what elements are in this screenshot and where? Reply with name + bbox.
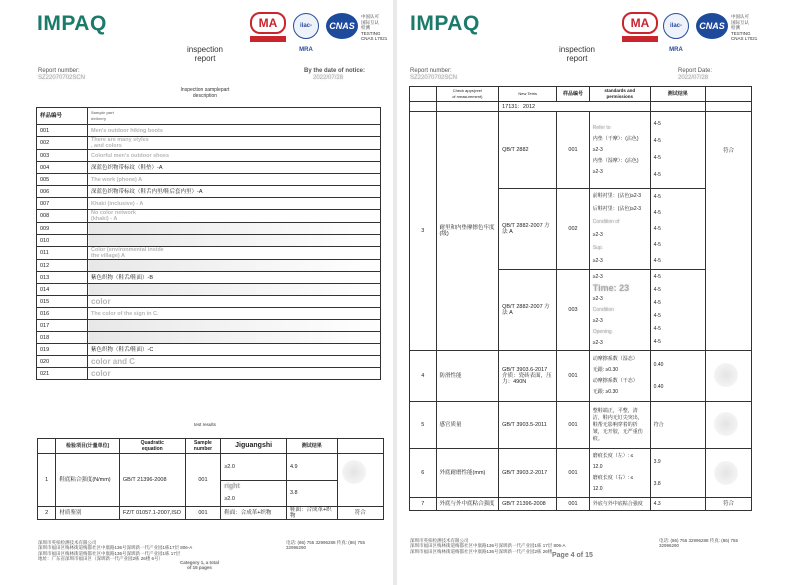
report-number-label: Report number: [410, 68, 452, 74]
sample-number: 018 [37, 332, 88, 344]
sample-description [88, 223, 381, 235]
result-row: QB/T 2882-2007 方法 A 002 前鞋衬里：(沾色)≥2-3 后鞋衬里：(沾色)≥2-3 Condition of ≥2-3 Sup. ≥2-3 4-5 4-5 4-5 4-5 4-5 [410, 189, 752, 270]
sample-desc-header: Sample part delivery [88, 108, 381, 125]
sample-no-header: 样品编号 [37, 108, 88, 125]
results-value-header: 测试结果 [286, 439, 337, 454]
sample-description: No color network (khaki) - A [88, 210, 381, 223]
sample-row [37, 198, 381, 210]
sample-description: Khaki (inclusive) - A [88, 198, 381, 210]
results-sample-header: Sample number [185, 439, 221, 454]
sample-number: 015 [37, 296, 88, 308]
cnas-info: 中国认可 国际互认 检测 TESTING CNAS L7021 [361, 14, 388, 42]
sample-number: 021 [37, 368, 88, 380]
test-results-title: test results [194, 422, 216, 427]
sample-description [88, 284, 381, 296]
sample-number: 012 [37, 260, 88, 272]
sample-number: 016 [37, 308, 88, 320]
test-result-header: 测试结果 [650, 87, 705, 102]
result-row: 2 材质鉴别 FZ/T 01057.1-2007,ISO 001 鞋面：合成革+织物 鞋面：合成革+织物 符合 [38, 507, 384, 520]
sample-row [37, 356, 381, 368]
sample-number: 004 [37, 162, 88, 174]
results-item-header: 检验项目(计量单位) [56, 439, 120, 454]
sample-description: color and C [88, 356, 381, 368]
method-header: New Tetris [499, 87, 557, 102]
sample-description: Color (environmental inside the village) A [88, 247, 381, 260]
results-judge-header [337, 439, 383, 454]
sample-row [37, 150, 381, 162]
results-no-header [38, 439, 56, 454]
standards-header: standards and permissions [589, 87, 650, 102]
report-number: SZ22070702SCN [38, 75, 86, 81]
cnas-logo-icon: CNAS [326, 13, 358, 39]
page-title: inspection report [558, 45, 596, 63]
sample-row [37, 284, 381, 296]
sample-description: The work (phone) A [88, 174, 381, 186]
page-number: Page 4 of 15 [552, 552, 593, 559]
sample-table-body [37, 125, 381, 380]
result-row: QB/T 2882-2007 方法 A 003 ≥2-3 Time: 23 ≥2-3 Condition ≥2-3 Opening ≥2-3 4-5 4-5 4-5 4-5 4-5 4-5 [410, 270, 752, 351]
sample-number: 020 [37, 356, 88, 368]
ilac-mra-icon: ilac-MRA [293, 13, 319, 39]
sample-description: The color of the sign in C. [88, 308, 381, 320]
sample-description: Colorful men's outdoor shoes [88, 150, 381, 162]
cma-seal-strip [250, 36, 286, 42]
sample-number: 006 [37, 186, 88, 198]
impaq-logo: IMPAQ [410, 12, 480, 35]
report-date: 2022/07/28 [678, 75, 709, 81]
sample-row [37, 308, 381, 320]
result-row: 7 外底与外中底粘合强度 GB/T 21396-2008 001 外底与外中底粘合强度 4.3 符合 [410, 498, 752, 511]
report-page-2 [397, 0, 790, 585]
sample-number: 009 [37, 223, 88, 235]
sample-number: 011 [37, 247, 88, 260]
sample-no-header: 样品编号 [557, 87, 590, 102]
sample-row [37, 260, 381, 272]
sample-description: 深蓝色织物带标纹（鞋舌内里/鞋后套内里）-A [88, 186, 381, 198]
sample-row [37, 332, 381, 344]
cma-seal-icon: MA [250, 12, 286, 34]
sample-description: 深蓝色织物带标纹（鞋垫）-A [88, 162, 381, 174]
sample-description: 紫色织物（鞋舌/鞋面）-C [88, 344, 381, 356]
sample-description: 紫色织物（鞋舌/鞋面）-B [88, 272, 381, 284]
sample-row [37, 210, 381, 223]
sample-number: 008 [37, 210, 88, 223]
check-apps-header: Check apps(reel of measurement) [436, 87, 499, 102]
sample-row [37, 162, 381, 174]
sample-number: 013 [37, 272, 88, 284]
footer-contact: 电话: (86) 755 32996288 传真: (86) 755 32996290 [286, 540, 366, 551]
date-label: Report Date: [678, 68, 713, 74]
sample-section-title: Inspection samplepart description [180, 87, 230, 99]
date-label: By the date of notice: [304, 68, 366, 74]
results-table [37, 438, 384, 520]
sample-description [88, 320, 381, 332]
report-number: SZ22070702SCN [410, 75, 458, 81]
sample-description [88, 235, 381, 247]
sample-description: There are many styles , and colors [88, 137, 381, 150]
results-method-header: Quadratic equation [119, 439, 185, 454]
seal-stamp-icon [714, 412, 738, 436]
sample-description [88, 260, 381, 272]
sample-description: color [88, 368, 381, 380]
sample-row [37, 186, 381, 198]
results-table-page2 [409, 86, 752, 511]
footer-address: 深圳市英柏检测技术有限公司 深圳市福田区梅林街道梅都社区中康路136号深圳新一代产业园1栋17层 806-A 深圳市福田区梅林街道梅都社区中康路136号深圳新一代产业园1栋 17层 地址：广东省深圳市福田区（深圳新一代产业园2栋 26楼 6号） [38, 540, 193, 562]
sample-number: 014 [37, 284, 88, 296]
sample-description: color [88, 296, 381, 308]
standard-subhead: 17131：2012 [499, 102, 651, 112]
sample-number: 001 [37, 125, 88, 137]
sample-number: 017 [37, 320, 88, 332]
sample-row [37, 125, 381, 137]
page-number: Category 1, a total of 15 pages [180, 560, 220, 570]
seal-stamp-icon [342, 460, 366, 484]
sample-description [88, 332, 381, 344]
impaq-logo: IMPAQ [37, 12, 107, 35]
result-row: 3 耐里和内垫摩擦色牢度(级) QB/T 2882 001 Refer to 内垫（干摩）：(沾色) ≥2-3 内垫（湿摩）：(沾色) ≥2-3 4-5 4-5 4-5 4-5 符合 [410, 112, 752, 189]
sample-number: 019 [37, 344, 88, 356]
seal-stamp-icon [714, 461, 738, 485]
sample-row [37, 344, 381, 356]
sample-row [37, 272, 381, 284]
sample-description: Men's outdoor hiking boots [88, 125, 381, 137]
result-row: 1 鞋底粘合强度(N/mm) GB/T 21396-2008 001 ≥2.0 right ≥2.0 4.9 3.8 [38, 454, 384, 507]
judgement: 符合 [705, 112, 751, 351]
sample-number: 005 [37, 174, 88, 186]
sample-row [37, 320, 381, 332]
cnas-info: 中国认可 国际互认 检测 TESTING CNAS L7021 [731, 14, 758, 42]
sample-row [37, 296, 381, 308]
cma-seal-strip [622, 36, 658, 42]
sample-number: 003 [37, 150, 88, 162]
sample-row [37, 223, 381, 235]
sample-number: 002 [37, 137, 88, 150]
cma-seal-icon: MA [622, 12, 658, 34]
seal-stamp-icon [714, 363, 738, 387]
ilac-mra-icon: ilac-MRA [663, 13, 689, 39]
result-row: 5 感官质量 GB/T 3903.5-2011 001 整鞋端正，平整，清洁，鞋内无钉尖突出，鞋帮无影响穿着的折皱，无开胶，无严重伤痕。 符合 [410, 402, 752, 449]
sample-row [37, 235, 381, 247]
sample-row [37, 174, 381, 186]
result-row: 4 防滑性能 GB/T 3903.6-2017 介质：瓷砖表面，压力：490N 001 动摩擦系数（湿态） 无跟: ≥0.30 动摩擦系数（干态） 无跟: ≥0.30 0.40 0.40 [410, 351, 752, 402]
result-row: 6 外底耐磨性能(mm) GB/T 3903.2-2017 001 磨痕长度（左）: ≤ 12.0 磨痕长度（右）: ≤ 12.0 3.9 3.8 [410, 449, 752, 498]
cnas-logo-icon: CNAS [696, 13, 728, 39]
page-title: inspection report [186, 45, 224, 63]
sample-row [37, 368, 381, 380]
result-condition: ≥2.0 right ≥2.0 [221, 454, 287, 507]
sample-row [37, 137, 381, 150]
sample-number: 010 [37, 235, 88, 247]
report-date: 2022/07/28 [313, 75, 344, 81]
footer-address: 深圳市英柏检测技术有限公司 深圳市福田区梅林街道梅都社区中康路136号深圳新一代产业园1栋 17层 806-A 深圳市福田区梅林街道梅都社区中康路136号深圳新一代产业园2栋 26楼 [410, 538, 566, 554]
results-cond-header: Jiguangshi [221, 439, 287, 454]
sample-table [36, 107, 381, 380]
report-page-1 [0, 0, 393, 585]
sample-number: 007 [37, 198, 88, 210]
footer-contact: 电话: (86) 755 32996288 传真: (86) 755 32996290 [659, 538, 739, 549]
report-number-label: Report number: [38, 68, 80, 74]
sample-row [37, 247, 381, 260]
